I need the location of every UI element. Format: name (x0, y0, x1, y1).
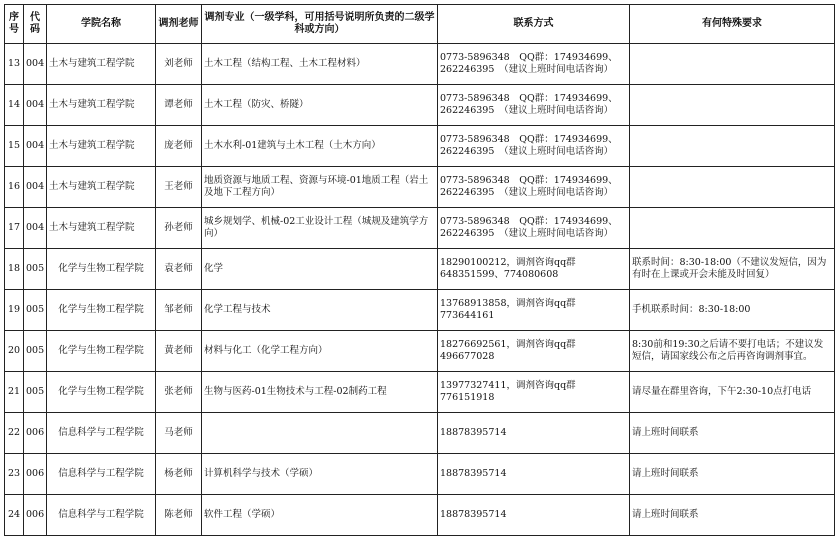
cell-contact: 0773-5896348 QQ群：174934699、262246395 （建议上班时间电话咨询） (438, 85, 630, 126)
cell-major: 地质资源与地质工程、资源与环境-01地质工程（岩土及地下工程方向） (202, 167, 438, 208)
table-row (5, 126, 835, 167)
cell-no: 19 (5, 290, 24, 331)
cell-code: 006 (24, 495, 47, 536)
cell-major: 化学 (202, 249, 438, 290)
cell-college: 信息科学与工程学院 (47, 454, 156, 495)
table-row (5, 413, 835, 454)
header-major: 调剂专业（一级学科，可用括号说明所负责的二级学科或方向） (202, 5, 438, 44)
cell-teacher: 刘老师 (156, 44, 202, 85)
cell-major: 城乡规划学、机械-02工业设计工程（城规及建筑学方向） (202, 208, 438, 249)
cell-requirements: 请上班时间联系 (630, 413, 835, 454)
cell-teacher: 张老师 (156, 372, 202, 413)
cell-major: 土木工程（防灾、桥隧） (202, 85, 438, 126)
cell-teacher: 孙老师 (156, 208, 202, 249)
cell-no: 15 (5, 126, 24, 167)
cell-code: 004 (24, 167, 47, 208)
cell-code: 005 (24, 290, 47, 331)
table-row (5, 331, 835, 372)
cell-contact: 13977327411，调剂咨询qq群776151918 (438, 372, 630, 413)
table-row (5, 167, 835, 208)
table-body (5, 44, 835, 536)
cell-contact: 18276692561，调剂咨询qq群496677028 (438, 331, 630, 372)
cell-major: 计算机科学与技术（学硕） (202, 454, 438, 495)
cell-contact: 13768913858，调剂咨询qq群773644161 (438, 290, 630, 331)
table-row (5, 44, 835, 85)
table-row (5, 372, 835, 413)
cell-code: 005 (24, 249, 47, 290)
cell-teacher: 袁老师 (156, 249, 202, 290)
cell-requirements (630, 126, 835, 167)
cell-contact: 18878395714 (438, 413, 630, 454)
cell-no: 22 (5, 413, 24, 454)
header-contact: 联系方式 (438, 5, 630, 44)
cell-requirements (630, 208, 835, 249)
cell-contact: 18290100212，调剂咨询qq群648351599、774080608 (438, 249, 630, 290)
cell-contact: 0773-5896348 QQ群：174934699、262246395 （建议上班时间电话咨询） (438, 208, 630, 249)
cell-no: 21 (5, 372, 24, 413)
cell-code: 006 (24, 413, 47, 454)
cell-teacher: 谭老师 (156, 85, 202, 126)
cell-no: 24 (5, 495, 24, 536)
cell-college: 化学与生物工程学院 (47, 249, 156, 290)
cell-major: 软件工程（学硕） (202, 495, 438, 536)
adjustment-table (4, 4, 835, 536)
cell-code: 006 (24, 454, 47, 495)
cell-contact: 0773-5896348 QQ群：174934699、262246395 （建议上班时间电话咨询） (438, 167, 630, 208)
cell-teacher: 邹老师 (156, 290, 202, 331)
cell-major (202, 413, 438, 454)
cell-major: 生物与医药-01生物技术与工程-02制药工程 (202, 372, 438, 413)
cell-code: 004 (24, 208, 47, 249)
cell-requirements (630, 44, 835, 85)
cell-code: 005 (24, 331, 47, 372)
cell-requirements (630, 167, 835, 208)
header-college: 学院名称 (47, 5, 156, 44)
cell-teacher: 陈老师 (156, 495, 202, 536)
table-row (5, 454, 835, 495)
header-no: 序号 (5, 5, 24, 44)
cell-college: 土木与建筑工程学院 (47, 167, 156, 208)
cell-no: 13 (5, 44, 24, 85)
cell-college: 化学与生物工程学院 (47, 331, 156, 372)
cell-requirements: 8:30前和19:30之后请不要打电话；不建议发短信，请国家线公布之后再咨询调剂事宜。 (630, 331, 835, 372)
cell-requirements: 联系时间：8:30-18:00（不建议发短信，因为有时在上课或开会未能及时回复） (630, 249, 835, 290)
cell-teacher: 庞老师 (156, 126, 202, 167)
cell-no: 17 (5, 208, 24, 249)
cell-code: 004 (24, 44, 47, 85)
cell-teacher: 王老师 (156, 167, 202, 208)
cell-contact: 18878395714 (438, 454, 630, 495)
table-row (5, 208, 835, 249)
cell-no: 20 (5, 331, 24, 372)
cell-major: 土木水利-01建筑与土木工程（土木方向） (202, 126, 438, 167)
cell-contact: 18878395714 (438, 495, 630, 536)
cell-college: 土木与建筑工程学院 (47, 208, 156, 249)
cell-college: 信息科学与工程学院 (47, 495, 156, 536)
table-row (5, 290, 835, 331)
cell-no: 16 (5, 167, 24, 208)
header-code: 代码 (24, 5, 47, 44)
table-row (5, 85, 835, 126)
cell-code: 004 (24, 85, 47, 126)
cell-no: 23 (5, 454, 24, 495)
cell-requirements: 手机联系时间：8:30-18:00 (630, 290, 835, 331)
cell-college: 土木与建筑工程学院 (47, 44, 156, 85)
cell-teacher: 马老师 (156, 413, 202, 454)
cell-contact: 0773-5896348 QQ群：174934699、262246395 （建议上班时间电话咨询） (438, 126, 630, 167)
cell-college: 土木与建筑工程学院 (47, 126, 156, 167)
table-row (5, 495, 835, 536)
cell-requirements: 请上班时间联系 (630, 454, 835, 495)
cell-college: 信息科学与工程学院 (47, 413, 156, 454)
header-teacher: 调剂老师 (156, 5, 202, 44)
table-row (5, 249, 835, 290)
cell-no: 18 (5, 249, 24, 290)
cell-college: 化学与生物工程学院 (47, 372, 156, 413)
cell-contact: 0773-5896348 QQ群：174934699、262246395 （建议上班时间电话咨询） (438, 44, 630, 85)
cell-college: 土木与建筑工程学院 (47, 85, 156, 126)
cell-requirements: 请上班时间联系 (630, 495, 835, 536)
cell-major: 材料与化工（化学工程方向） (202, 331, 438, 372)
cell-requirements: 请尽量在群里咨询，下午2:30-10点打电话 (630, 372, 835, 413)
cell-teacher: 黄老师 (156, 331, 202, 372)
cell-major: 土木工程（结构工程、土木工程材料） (202, 44, 438, 85)
cell-code: 005 (24, 372, 47, 413)
cell-code: 004 (24, 126, 47, 167)
header-requirements: 有何特殊要求 (630, 5, 835, 44)
cell-teacher: 杨老师 (156, 454, 202, 495)
cell-major: 化学工程与技术 (202, 290, 438, 331)
cell-requirements (630, 85, 835, 126)
cell-no: 14 (5, 85, 24, 126)
cell-college: 化学与生物工程学院 (47, 290, 156, 331)
header-row (5, 5, 835, 44)
